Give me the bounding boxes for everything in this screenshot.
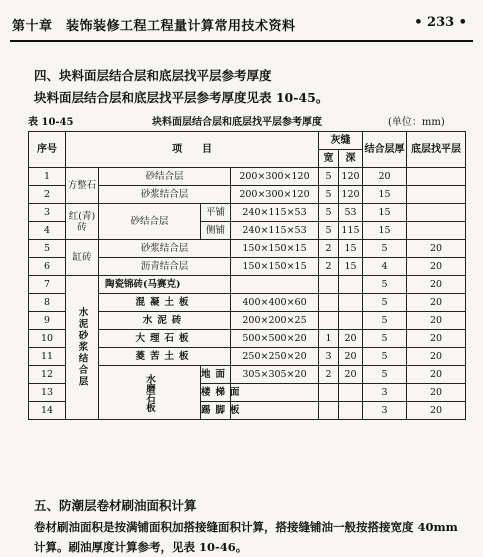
cell-depth [339,312,363,330]
table-row [29,168,466,186]
cell-seq: 10 [29,330,66,348]
group-shuimoshi [99,366,201,420]
thickness-table [28,131,466,420]
cell-bond: 5 [363,348,407,366]
cell-seq: 8 [29,294,66,312]
header-rule [10,40,473,42]
cell-item: 菱苦土板 [99,348,231,366]
cell-base: 20 [407,330,466,348]
table-unit: (单位：mm) [388,117,445,128]
cell-bond: 3 [363,384,407,402]
cell-base [407,204,466,222]
header-item: 项 目 [66,132,319,168]
group-shuini [66,276,99,420]
cell-seq: 7 [29,276,66,294]
header-depth: 深 [339,150,363,168]
cell-bond: 5 [363,366,407,384]
cell-item: 砂浆结合层 [99,186,231,204]
header-bond: 结合层厚 [363,132,407,168]
table-row [29,276,466,294]
cell-base: 20 [407,294,466,312]
cell-depth: 115 [339,222,363,240]
group-gangzhuan: 缸砖 [66,240,99,276]
cell-width: 2 [319,258,339,276]
cell-spec: 200×300×120 [231,168,319,186]
cell-base [407,168,466,186]
cell-depth [339,294,363,312]
cell-base: 20 [407,366,466,384]
cell-width: 1 [319,330,339,348]
table-row [29,240,466,258]
cell-item: 砂结合层 [99,168,231,186]
cell-item: 踢脚板 [201,402,231,420]
group-fangzhengshi: 方整石 [66,168,99,204]
cell-width: 2 [319,366,339,384]
cell-bond: 5 [363,330,407,348]
cell-width: 5 [319,222,339,240]
cell-seq: 11 [29,348,66,366]
cell-spec: 305×305×20 [231,366,319,384]
cell-width [319,276,339,294]
cell-bond: 5 [363,312,407,330]
cell-spec: 200×200×25 [231,312,319,330]
cell-base: 20 [407,384,466,402]
table-row [29,204,466,222]
cell-width: 5 [319,186,339,204]
section-4-heading: 四、块料面层结合层和底层找平层参考厚度 [34,68,272,83]
section-4-intro: 块料面层结合层和底层找平层参考厚度见表 10-45。 [34,90,329,105]
page-header [10,9,473,39]
cell-base: 20 [407,402,466,420]
cell-item: 水泥砖 [99,312,231,330]
group-hongzhuan: 红(青)砖 [66,204,99,240]
header-width: 宽 [319,150,339,168]
cell-depth [339,402,363,420]
cell-seq: 1 [29,168,66,186]
cell-spec: 400×400×60 [231,294,319,312]
cell-depth: 15 [339,258,363,276]
cell-width [319,312,339,330]
cell-item: 砂浆结合层 [99,240,231,258]
cell-spec: 150×150×15 [231,240,319,258]
cell-seq: 13 [29,384,66,402]
cell-width: 2 [319,240,339,258]
cell-bond: 5 [363,276,407,294]
cell-depth [339,276,363,294]
cell-bond: 20 [363,168,407,186]
cell-spec: 240×115×53 [231,204,319,222]
cell-item: 混凝土板 [99,294,231,312]
cell-width: 3 [319,348,339,366]
page-number: • 233 • [414,15,467,30]
cell-spec: 500×500×20 [231,330,319,348]
table-title: 块料面层结合层和底层找平层参考厚度 [152,117,322,128]
cell-seq: 9 [29,312,66,330]
cell-width [319,384,339,402]
sub-pingpu: 平铺 [201,204,231,222]
cell-depth: 53 [339,204,363,222]
cell-bond: 15 [363,222,407,240]
cell-bond: 5 [363,240,407,258]
cell-spec: 250×250×20 [231,348,319,366]
cell-width: 5 [319,168,339,186]
cell-bond: 15 [363,186,407,204]
cell-bond: 5 [363,294,407,312]
cell-seq: 3 [29,204,66,222]
cell-base [407,222,466,240]
cell-seq: 12 [29,366,66,384]
cell-width [319,402,339,420]
cell-item: 大理石板 [99,330,231,348]
cell-width: 5 [319,204,339,222]
header-seq: 序号 [29,132,66,168]
cell-bond: 4 [363,258,407,276]
header-joint: 灰缝 [319,132,363,150]
sub-cepu: 侧铺 [201,222,231,240]
group-shuimoshi-label: 水磨石板 [144,373,155,412]
cell-base [407,186,466,204]
cell-spec: 240×115×53 [231,222,319,240]
section-5-heading: 五、防潮层卷材刷油面积计算 [34,498,197,513]
cell-bond: 3 [363,402,407,420]
cell-seq: 14 [29,402,66,420]
cell-depth: 120 [339,186,363,204]
cell-depth: 20 [339,330,363,348]
chapter-title: 第十章 装饰装修工程工程量计算常用技术资料 [12,19,296,34]
cell-item: 陶瓷锦砖(马赛克) [99,276,231,294]
cell-width [319,294,339,312]
cell-depth: 20 [339,348,363,366]
cell-base: 20 [407,240,466,258]
cell-base: 20 [407,258,466,276]
cell-depth: 20 [339,366,363,384]
cell-seq: 2 [29,186,66,204]
cell-depth: 120 [339,168,363,186]
cell-base: 20 [407,348,466,366]
cell-item: 沥青结合层 [99,258,231,276]
group-sha-jiehe: 砂结合层 [99,204,201,240]
section-5-body: 卷材刷油面积是按满铺面积加搭接缝面积计算，搭接缝铺油一般按搭接宽度 40mm 计算。刷油厚度计算参考，见表 10-46。 [34,520,458,554]
cell-depth [339,384,363,402]
header-base: 底层找平层 [407,132,466,168]
group-shuini-label: 水泥砂浆结合层 [76,307,88,388]
cell-bond: 15 [363,204,407,222]
cell-seq: 5 [29,240,66,258]
cell-seq: 4 [29,222,66,240]
cell-spec: 200×300×120 [231,186,319,204]
cell-item: 楼梯面 [201,384,231,402]
cell-spec [231,276,319,294]
cell-seq: 6 [29,258,66,276]
cell-base: 20 [407,276,466,294]
cell-depth: 15 [339,240,363,258]
table-number: 表 10-45 [28,117,74,128]
cell-spec: 150×150×15 [231,258,319,276]
cell-base: 20 [407,312,466,330]
cell-item: 地面 [201,366,231,384]
